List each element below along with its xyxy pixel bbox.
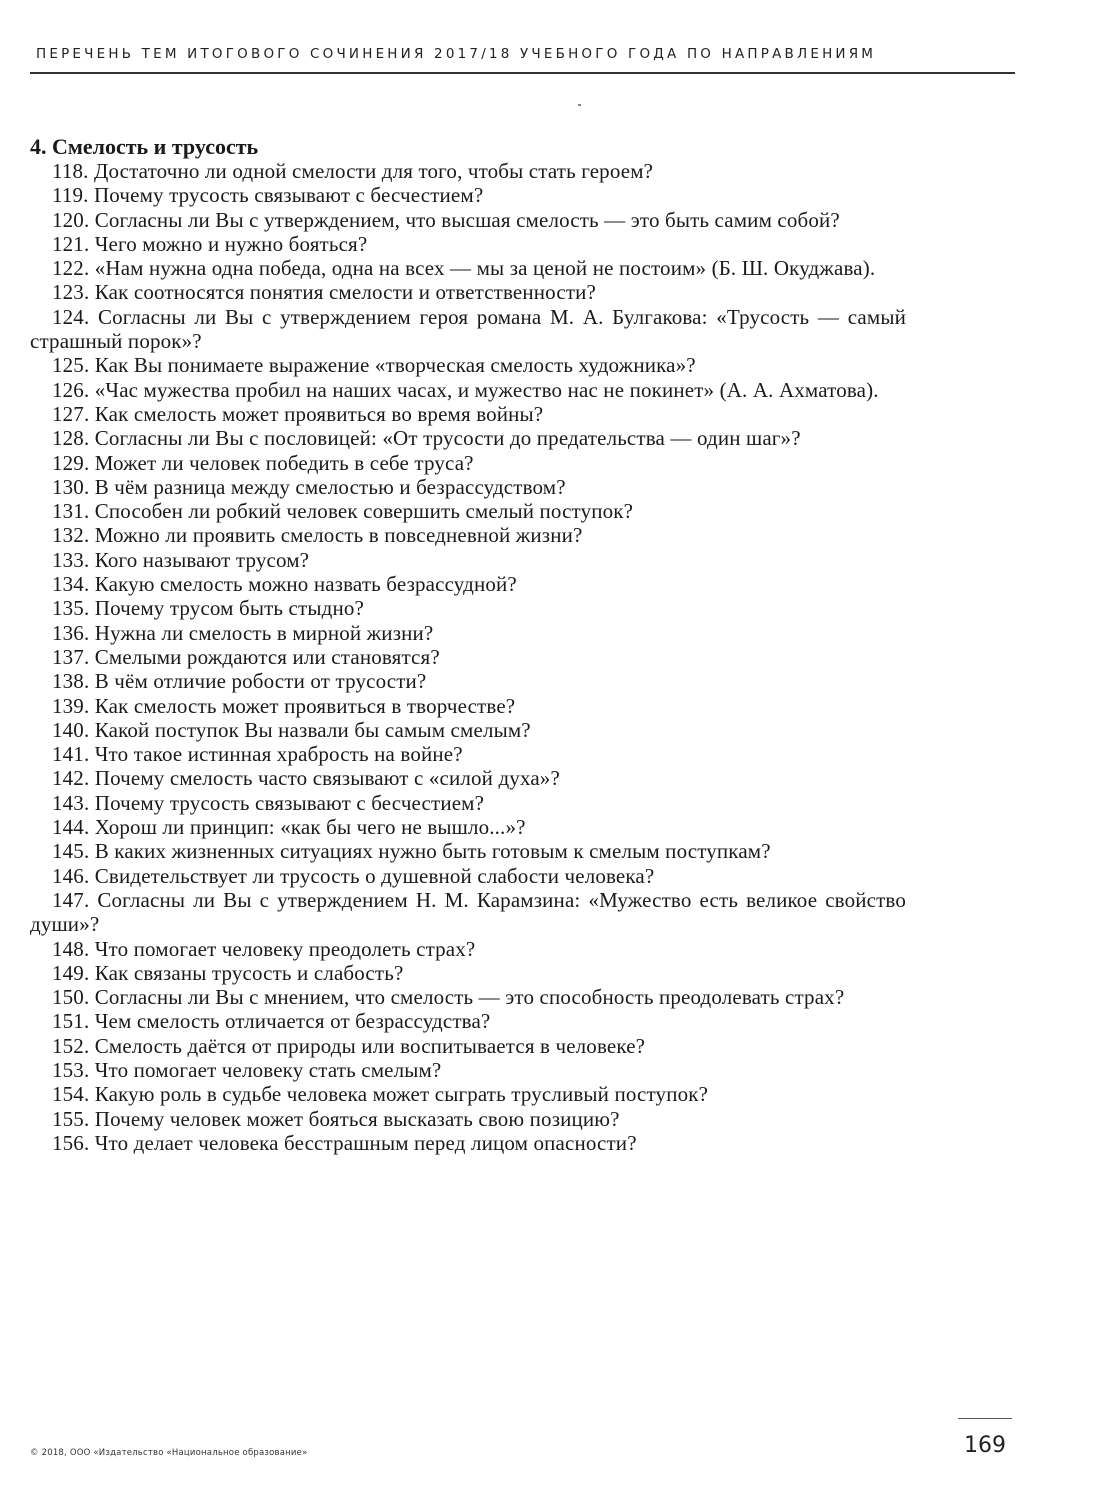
topic-item: 123. Как соотносятся понятия смелости и ответственности? — [52, 280, 597, 305]
topic-item: 139. Как смелость может проявиться в творчестве? — [52, 693, 516, 718]
topic-item: 156. Что делает человека бесстрашным перед лицом опасности? — [52, 1130, 637, 1155]
topic-item: 152. Смелость даётся от природы или воспитывается в человеке? — [52, 1033, 646, 1058]
topic-item: 136. Нужна ли смелость в мирной жизни? — [52, 620, 434, 645]
topic-item: 145. В каких жизненных ситуациях нужно быть готовым к смелым поступкам? — [52, 839, 771, 864]
topic-item: 126. «Час мужества пробил на наших часах, и мужество нас не покинет» (А. А. Ахматова). — [52, 377, 879, 402]
topic-item: 133. Кого называют трусом? — [52, 547, 310, 572]
topic-item: 147. Согласны ли Вы с утверждением Н. М. Карамзина: «Мужество есть великое свойство души»? — [30, 887, 906, 937]
section-title: 4. Смелость и трусость — [30, 134, 259, 159]
topic-item: 153. Что помогает человеку стать смелым? — [52, 1057, 442, 1082]
topic-item: 140. Какой поступок Вы назвали бы самым смелым? — [52, 717, 531, 742]
scan-speck — [578, 104, 581, 106]
topic-item: 121. Чего можно и нужно бояться? — [52, 231, 368, 256]
topic-item: 142. Почему смелость часто связывают с «силой духа»? — [52, 766, 560, 791]
topic-item: 122. «Нам нужна одна победа, одна на всех — мы за ценой не постоим» (Б. Ш. Окуджава). — [52, 256, 876, 281]
page-number: 169 — [964, 1433, 1006, 1458]
topic-list — [30, 159, 906, 1155]
topic-item: 134. Какую смелость можно назвать безрассудной? — [52, 572, 517, 597]
topic-item: 129. Может ли человек победить в себе труса? — [52, 450, 474, 475]
topic-item: 150. Согласны ли Вы с мнением, что смелость — это способность преодолевать страх? — [52, 985, 845, 1010]
topic-item: 130. В чём разница между смелостью и безрассудством? — [52, 474, 566, 499]
topic-item: 128. Согласны ли Вы с пословицей: «От трусости до предательства — один шаг»? — [52, 426, 801, 451]
running-header: ПЕРЕЧЕНЬ ТЕМ ИТОГОВОГО СОЧИНЕНИЯ 2017/18 УЧЕБНОГО ГОДА ПО НАПРАВЛЕНИЯМ — [36, 46, 877, 62]
topic-item: 135. Почему трусом быть стыдно? — [52, 596, 364, 621]
topic-item: 127. Как смелость может проявиться во время войны? — [52, 401, 544, 426]
copyright-note: © 2018, ООО «Издательство «Национальное образование» — [30, 1448, 308, 1458]
topic-item: 125. Как Вы понимаете выражение «творческая смелость художника»? — [52, 353, 696, 378]
header-divider — [30, 72, 1015, 74]
topic-item: 154. Какую роль в судьбе человека может сыграть трусливый поступок? — [52, 1082, 709, 1107]
topic-item: 118. Достаточно ли одной смелости для того, чтобы стать героем? — [52, 159, 654, 183]
footer-divider — [958, 1418, 1012, 1419]
topic-item: 137. Смелыми рождаются или становятся? — [52, 644, 440, 669]
topic-item: 119. Почему трусость связывают с бесчестием? — [52, 183, 484, 208]
topic-item: 124. Согласны ли Вы с утверждением героя романа М. А. Булгакова: «Трусость — самый страшный порок»? — [30, 304, 906, 354]
topic-item: 138. В чём отличие робости от трусости? — [52, 669, 427, 694]
topic-item: 132. Можно ли проявить смелость в повседневной жизни? — [52, 523, 583, 548]
topic-item: 146. Свидетельствует ли трусость о душевной слабости человека? — [52, 863, 655, 888]
topic-item: 141. Что такое истинная храбрость на войне? — [52, 742, 463, 767]
topic-item: 151. Чем смелость отличается от безрассудства? — [52, 1009, 491, 1034]
topic-item: 148. Что помогает человеку преодолеть страх? — [52, 936, 476, 961]
topic-item: 149. Как связаны трусость и слабость? — [52, 960, 404, 985]
topic-item: 120. Согласны ли Вы с утверждением, что высшая смелость — это быть самим собой? — [52, 207, 840, 232]
topic-item: 144. Хорош ли принцип: «как бы чего не вышло...»? — [52, 815, 526, 840]
topic-item: 131. Способен ли робкий человек совершить смелый поступок? — [52, 499, 634, 524]
topic-item: 143. Почему трусость связывают с бесчестием? — [52, 790, 485, 815]
topic-item: 155. Почему человек может бояться высказать свою позицию? — [52, 1106, 620, 1131]
